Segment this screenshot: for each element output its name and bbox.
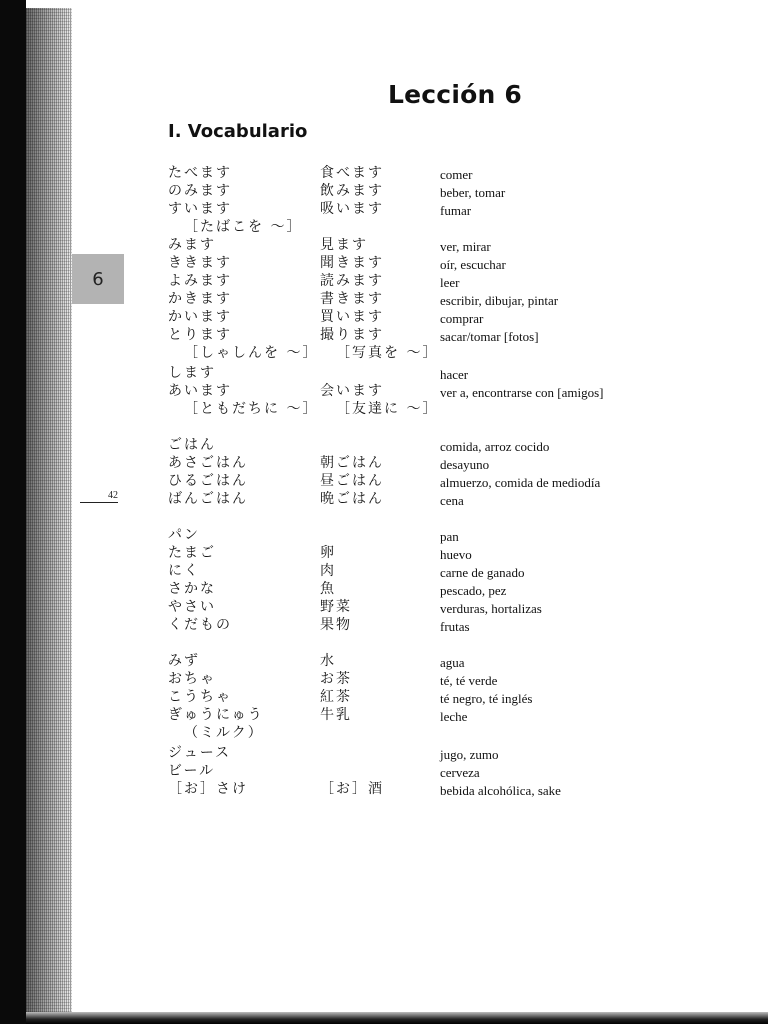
vocab-kanji: 紅茶	[320, 689, 352, 705]
vocab-meaning: verduras, hortalizas	[440, 601, 542, 616]
vocab-kanji: 魚	[320, 581, 336, 597]
vocab-kana: とります	[168, 327, 232, 343]
vocab-kana: のみます	[168, 183, 232, 199]
vocab-meaning: jugo, zumo	[440, 747, 499, 762]
vocab-kana: たべます	[168, 165, 232, 181]
vocab-meaning: leer	[440, 275, 460, 290]
vocab-kana: にく	[168, 563, 200, 579]
vocab-meaning: té, té verde	[440, 673, 498, 688]
vocab-meaning: frutas	[440, 619, 470, 634]
vocab-kana: やさい	[168, 599, 216, 615]
vocab-kanji: 牛乳	[320, 707, 352, 723]
vocab-kana: あいます	[168, 383, 232, 399]
vocab-kana: すいます	[168, 201, 232, 217]
vocab-kanji: 食べます	[320, 165, 384, 181]
vocab-kanji: 買います	[320, 309, 384, 325]
vocab-meaning: oír, escuchar	[440, 257, 506, 272]
vocab-meaning: bebida alcohólica, sake	[440, 783, 561, 798]
vocab-kanji: ［写真を ～］	[336, 345, 439, 361]
vocab-kanji: 朝ごはん	[320, 455, 384, 471]
vocab-kanji: 野菜	[320, 599, 352, 615]
vocab-meaning: carne de ganado	[440, 565, 525, 580]
vocab-meaning: sacar/tomar [fotos]	[440, 329, 539, 344]
vocab-meaning: cena	[440, 493, 464, 508]
vocab-kanji: 撮ります	[320, 327, 384, 343]
vocab-meaning: cerveza	[440, 765, 480, 780]
vocab-meaning: fumar	[440, 203, 472, 218]
vocab-kanji: 吸います	[320, 201, 384, 217]
vocab-kana: おちゃ	[168, 671, 216, 687]
vocab-kana: ききます	[168, 255, 232, 271]
vocab-meaning: pescado, pez	[440, 583, 507, 598]
vocab-kanji: 果物	[320, 617, 352, 633]
vocab-meaning: agua	[440, 655, 465, 670]
vocab-kanji: 肉	[320, 563, 336, 579]
vocab-kana: よみます	[168, 273, 232, 289]
vocab-meaning: beber, tomar	[440, 185, 506, 200]
vocab-meaning: comida, arroz cocido	[440, 439, 550, 454]
vocab-kana: ［お］さけ	[168, 781, 248, 797]
vocab-meaning: pan	[440, 529, 459, 544]
vocab-kana: かきます	[168, 291, 232, 307]
chapter-tab: 6	[72, 254, 124, 304]
vocab-kana: （ミルク）	[184, 725, 264, 741]
vocab-kana: あさごはん	[168, 455, 248, 471]
vocab-meaning: desayuno	[440, 457, 490, 472]
page-number: 42	[80, 490, 118, 503]
vocab-kana: します	[168, 365, 216, 381]
lesson-title: Lección 6	[388, 80, 522, 109]
vocab-kana: こうちゃ	[168, 689, 232, 705]
vocab-kana: みず	[168, 653, 200, 669]
vocab-kana: ひるごはん	[168, 473, 248, 489]
vocab-kana: ぎゅうにゅう	[168, 707, 264, 723]
vocab-meaning: hacer	[440, 367, 469, 382]
vocab-kana: みます	[168, 237, 216, 253]
vocab-meaning: ver, mirar	[440, 239, 491, 254]
vocab-kanji: 会います	[320, 383, 384, 399]
vocab-meaning: comprar	[440, 311, 484, 326]
vocab-kana: ［しゃしんを ～］	[184, 345, 319, 361]
vocab-meaning: ver a, encontrarse con [amigos]	[440, 385, 604, 400]
vocab-kanji: 昼ごはん	[320, 473, 384, 489]
vocab-kanji: 水	[320, 653, 336, 669]
vocab-meaning: escribir, dibujar, pintar	[440, 293, 559, 308]
vocab-kanji: 聞きます	[320, 255, 384, 271]
vocab-kanji: お茶	[320, 671, 352, 687]
vocab-kanji: ［友達に ～］	[336, 401, 439, 417]
vocab-meaning: huevo	[440, 547, 472, 562]
vocab-kana: たまご	[168, 545, 216, 561]
vocab-kanji: 読みます	[320, 273, 384, 289]
vocab-kana: ごはん	[168, 437, 216, 453]
vocab-kana: パン	[168, 527, 200, 543]
vocab-meaning: almuerzo, comida de mediodía	[440, 475, 601, 490]
vocab-kana: ばんごはん	[168, 491, 248, 507]
vocab-kanji: 見ます	[320, 237, 368, 253]
vocab-kana: ビール	[168, 763, 216, 779]
vocab-kanji: 晩ごはん	[320, 491, 384, 507]
book-spine	[26, 8, 72, 1012]
vocab-kanji: 書きます	[320, 291, 384, 307]
vocab-kana: さかな	[168, 581, 216, 597]
vocab-kana: ［ともだちに ～］	[184, 401, 319, 417]
vocab-kanji: 飲みます	[320, 183, 384, 199]
vocab-meaning: comer	[440, 167, 473, 182]
vocab-meaning: té negro, té inglés	[440, 691, 533, 706]
vocab-kana: かいます	[168, 309, 232, 325]
vocab-kana: ［たばこを ～］	[184, 219, 303, 235]
vocab-kana: ジュース	[168, 745, 232, 761]
left-gutter	[0, 0, 26, 1024]
vocab-kana: くだもの	[168, 617, 232, 633]
bottom-edge	[26, 1012, 768, 1024]
vocab-kanji: 卵	[320, 545, 336, 561]
vocab-kanji: ［お］酒	[320, 781, 384, 797]
vocab-meaning: leche	[440, 709, 468, 724]
spine-edge	[70, 12, 71, 1012]
section-title: I. Vocabulario	[168, 121, 308, 142]
